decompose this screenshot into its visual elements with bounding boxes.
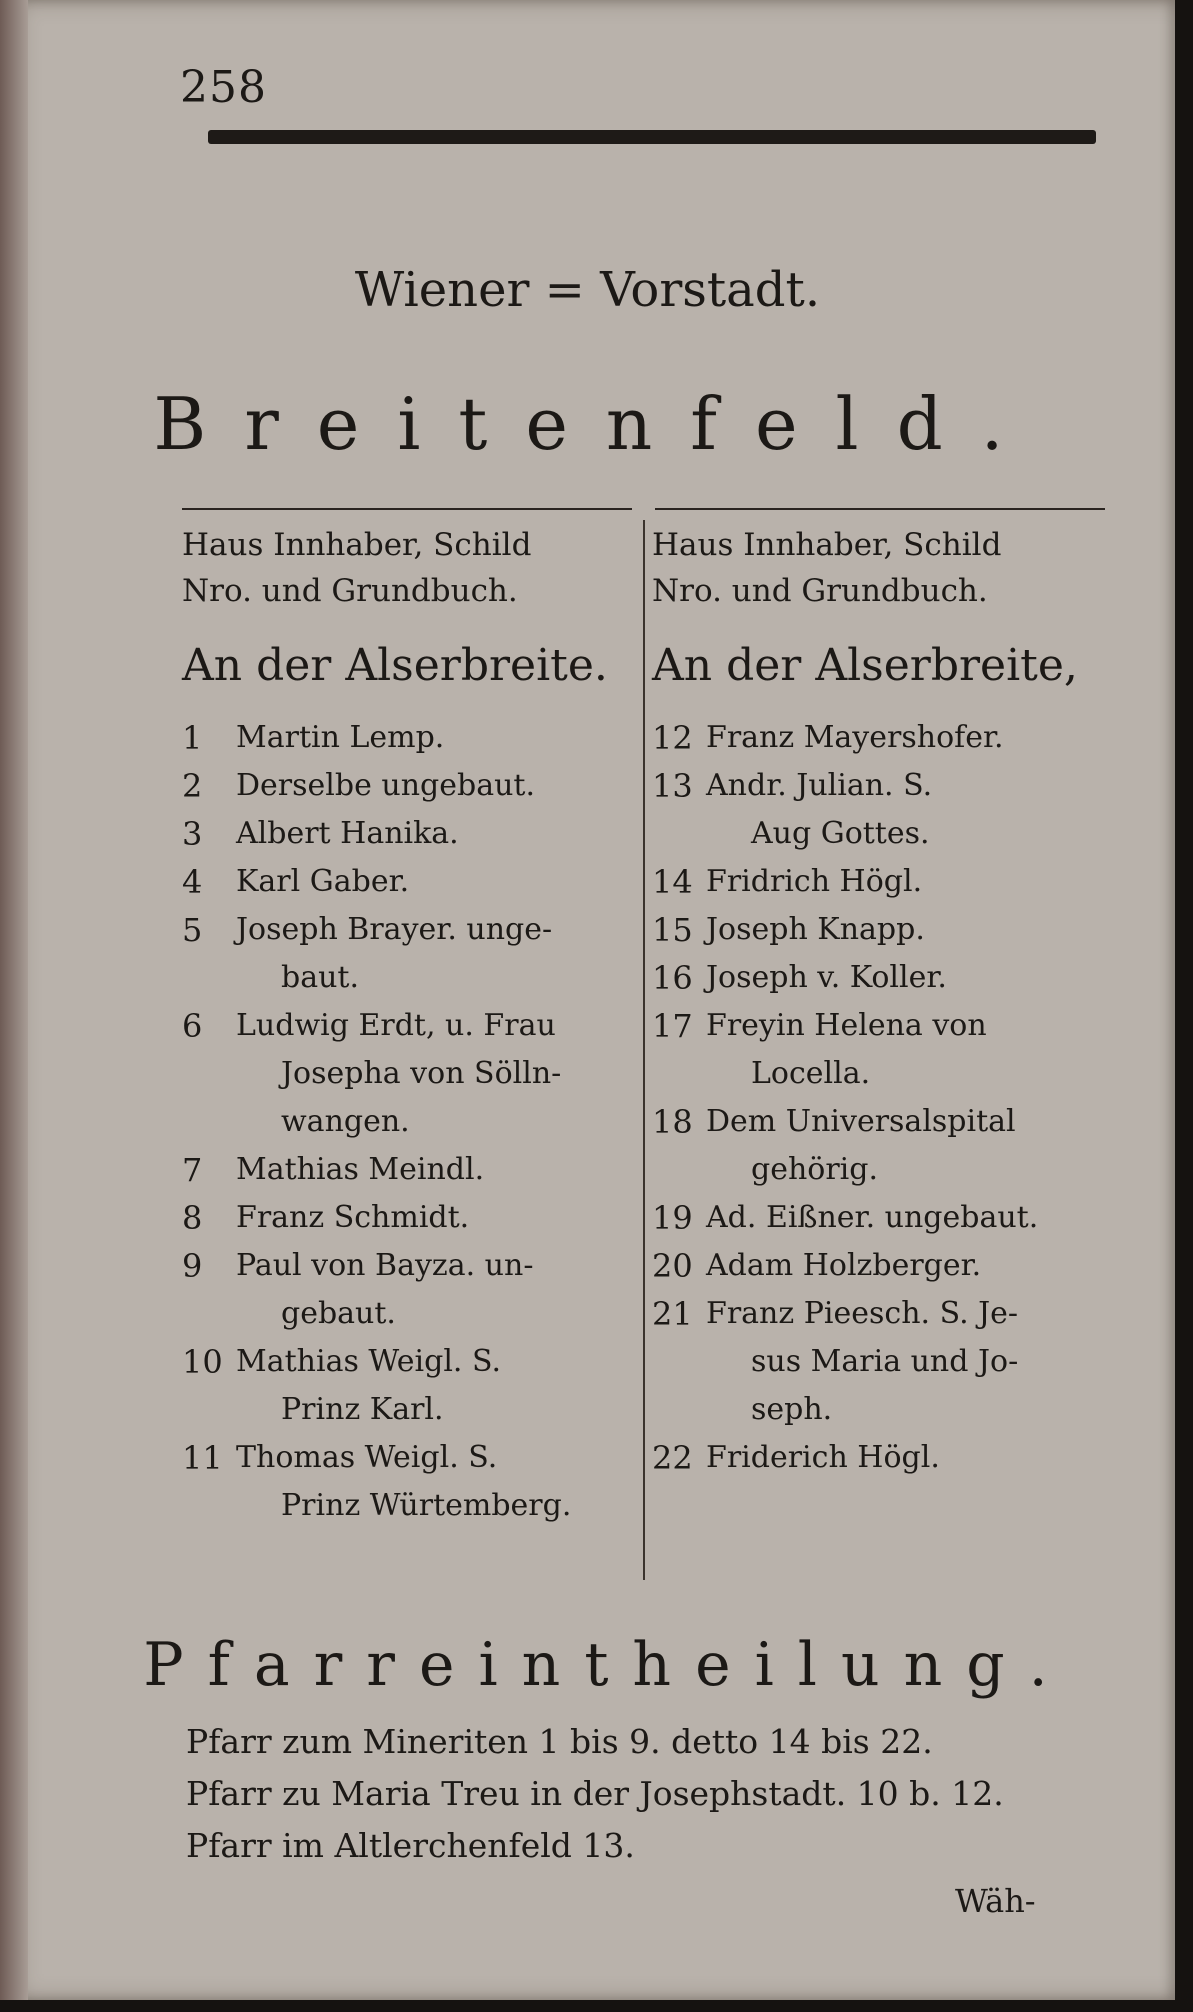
table-header-line1: Haus Innhaber, Schild (182, 527, 532, 563)
list-item (652, 1098, 1107, 1194)
owner-text: Adam Holzberger. (706, 1248, 982, 1283)
house-number: 3 (182, 815, 203, 853)
house-number: 4 (182, 863, 203, 901)
list-item (182, 858, 637, 906)
house-number: 11 (182, 1439, 223, 1477)
parish-line: Pfarr zu Maria Treu in der Josephstadt. 10 b. 12. (186, 1774, 1004, 1813)
list-item (652, 714, 1107, 762)
house-number: 20 (652, 1247, 693, 1285)
owner-text: Franz Pieesch. S. Je- (706, 1296, 1019, 1331)
owner-text-continued: seph. (751, 1392, 833, 1427)
owner-text: Derselbe ungebaut. (236, 768, 535, 803)
page-edge-right (1175, 0, 1193, 2012)
parish-section-title: Pfarreintheilung. (143, 1630, 1072, 1700)
list-item (652, 1290, 1107, 1434)
house-number: 12 (652, 719, 693, 757)
list-item (182, 762, 637, 810)
table-header-line1: Haus Innhaber, Schild (652, 527, 1002, 563)
owner-text: Freyin Helena von (706, 1008, 987, 1043)
house-number: 5 (182, 911, 203, 949)
parish-line: Pfarr zum Mineriten 1 bis 9. detto 14 bis 22. (186, 1722, 933, 1761)
list-item (182, 1338, 637, 1434)
owner-text: Albert Hanika. (236, 816, 459, 851)
owner-text-continued: wangen. (281, 1104, 410, 1139)
list-item (652, 1434, 1107, 1482)
owner-text: Martin Lemp. (236, 720, 445, 755)
house-number: 22 (652, 1439, 693, 1477)
owner-text-continued: gehörig. (751, 1152, 879, 1187)
owner-text: Dem Universalspital (706, 1104, 1016, 1139)
owner-text: Joseph Knapp. (706, 912, 925, 947)
page-number: 258 (180, 62, 267, 113)
owner-text: Ad. Eißner. ungebaut. (706, 1200, 1039, 1235)
house-number: 2 (182, 767, 203, 805)
house-number: 9 (182, 1247, 203, 1285)
owner-text: Andr. Julian. S. (706, 768, 933, 803)
list-item (182, 906, 637, 1002)
catchword: Wäh- (955, 1882, 1036, 1920)
list-item (182, 1002, 637, 1146)
list-item (652, 1002, 1107, 1098)
list-item (182, 1194, 637, 1242)
header-rule (208, 130, 1096, 144)
owner-text: Mathias Weigl. S. (236, 1344, 502, 1379)
list-item (652, 906, 1107, 954)
list-item (182, 714, 637, 762)
owner-text: Joseph Brayer. unge- (236, 912, 553, 947)
list-item (182, 1146, 637, 1194)
house-number: 10 (182, 1343, 223, 1381)
owner-text-continued: gebaut. (281, 1296, 396, 1331)
district-subtitle: Wiener = Vorstadt. (354, 262, 821, 318)
owner-text: Mathias Meindl. (236, 1152, 485, 1187)
owner-text: Paul von Bayza. un- (236, 1248, 534, 1283)
list-item (182, 1242, 637, 1338)
house-number: 6 (182, 1007, 203, 1045)
owner-text: Karl Gaber. (236, 864, 410, 899)
left-column-rule (182, 508, 632, 510)
owner-text: Franz Mayershofer. (706, 720, 1004, 755)
right-column (652, 522, 1107, 1482)
owner-text-continued: Prinz Würtemberg. (281, 1488, 572, 1523)
house-number: 13 (652, 767, 693, 805)
owner-text: Joseph v. Koller. (706, 960, 947, 995)
owner-text-continued: sus Maria und Jo- (751, 1344, 1019, 1379)
owner-text-continued: Josepha von Sölln- (281, 1056, 562, 1091)
owner-text: Thomas Weigl. S. (236, 1440, 498, 1475)
house-number: 1 (182, 719, 203, 757)
page-edge-bottom (0, 2000, 1193, 2012)
right-column-rule (655, 508, 1105, 510)
list-item (182, 1434, 637, 1530)
left-table-header (182, 522, 637, 614)
house-number: 17 (652, 1007, 693, 1045)
table-header-line2: Nro. und Grundbuch. (652, 573, 988, 609)
house-number: 21 (652, 1295, 693, 1333)
left-column (182, 522, 637, 1530)
right-street-heading: An der Alserbreite, (652, 640, 1078, 691)
house-number: 14 (652, 863, 693, 901)
owner-text: Ludwig Erdt, u. Frau (236, 1008, 556, 1043)
owner-text: Friderich Högl. (706, 1440, 940, 1475)
list-item (652, 858, 1107, 906)
house-number: 18 (652, 1103, 693, 1141)
owner-text-continued: baut. (281, 960, 360, 995)
house-number: 16 (652, 959, 693, 997)
house-number: 19 (652, 1199, 693, 1237)
left-street-heading: An der Alserbreite. (182, 640, 608, 691)
page-title: Breitenfeld. (153, 382, 1042, 466)
house-number: 7 (182, 1151, 203, 1189)
list-item (652, 762, 1107, 858)
list-item (652, 1242, 1107, 1290)
list-item (652, 954, 1107, 1002)
owner-text-continued: Aug Gottes. (751, 816, 930, 851)
list-item (182, 810, 637, 858)
owner-text-continued: Prinz Karl. (281, 1392, 444, 1427)
right-table-header (652, 522, 1107, 614)
owner-text: Fridrich Högl. (706, 864, 923, 899)
house-number: 15 (652, 911, 693, 949)
owner-text-continued: Locella. (751, 1056, 871, 1091)
parish-line: Pfarr im Altlerchenfeld 13. (186, 1826, 635, 1865)
list-item (652, 1194, 1107, 1242)
house-number: 8 (182, 1199, 203, 1237)
table-header-line2: Nro. und Grundbuch. (182, 573, 518, 609)
owner-text: Franz Schmidt. (236, 1200, 470, 1235)
column-divider (643, 520, 645, 1580)
